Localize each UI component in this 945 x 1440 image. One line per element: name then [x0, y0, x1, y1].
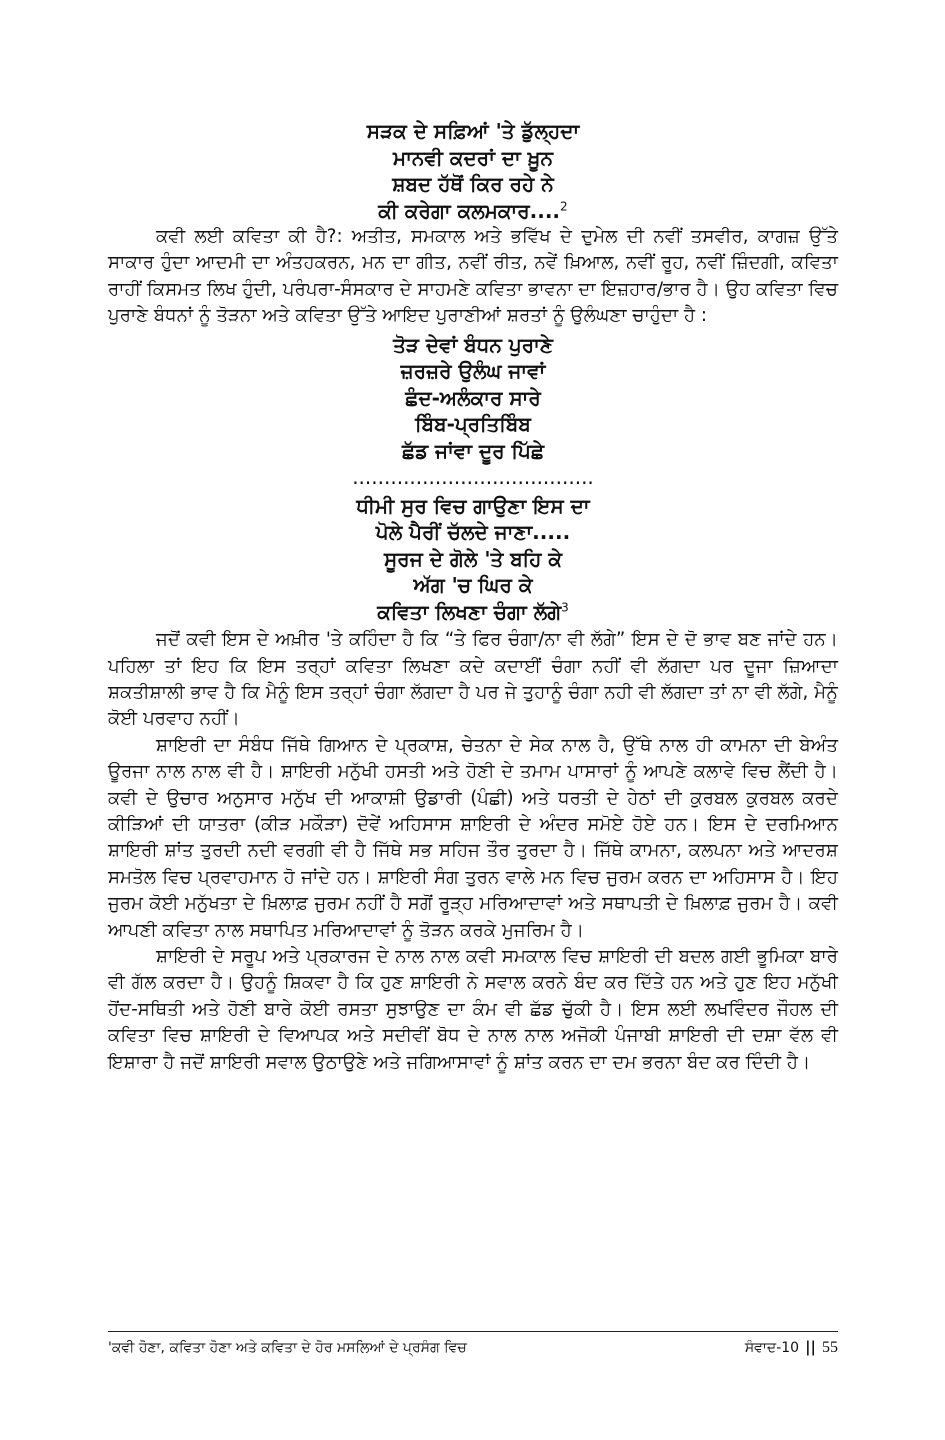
- page-body: [108, 118, 838, 1076]
- verse-line: ਛੰਦ-ਅਲੰਕਾਰ ਸਾਰੇ: [405, 385, 541, 410]
- running-title: 'ਕਵੀ ਹੋਣਾ, ਕਵਿਤਾ ਹੋਣਾ ਅਤੇ ਕਵਿਤਾ ਦੇ ਹੋਰ ਮਸਲਿਆਂ ਦੇ ਪ੍ਰਸੰਗ ਵਿਚ: [108, 1340, 467, 1356]
- journal-name: ਸੰਵਾਦ-10: [744, 1340, 800, 1356]
- paragraph-1: ਕਵੀ ਲਈ ਕਵਿਤਾ ਕੀ ਹੈ?: ਅਤੀਤ, ਸਮਕਾਲ ਅਤੇ ਭਵਿੱਖ ਦੇ ਦੁਮੇਲ ਦੀ ਨਵੀਂ ਤਸਵੀਰ, ਕਾਗਜ਼ ਉੱਤੇ ਸਾਕਾਰ ਹੁੰਦਾ ਆਦਮੀ ਦਾ ਅੰਤਹਕਰਨ, ਮਨ ਦਾ ਗੀਤ, ਨਵੀਂ ਰੀਤ, ਨਵੇਂ ਖ਼ਿਆਲ, ਨਵੀਂ ਰੂਹ, ਨਵੀਂ ਜ਼ਿੰਦਗੀ, ਕਵਿਤਾ ਰਾਹੀਂ ਕਿਸਮਤ ਲਿਖ ਹੁੰਦੀ, ਪਰੰਪਰਾ-ਸੰਸਕਾਰ ਦੇ ਸਾਹਮਣੇ ਕਵਿਤਾ ਭਾਵਨਾ ਦਾ ਇਜ਼ਹਾਰ/ਭਾਰ ਹੈ। ਉਹ ਕਵਿਤਾ ਵਿਚ ਪੁਰਾਣੇ ਬੰਧਨਾਂ ਨੂੰ ਤੋੜਨਾ ਅਤੇ ਕਵਿਤਾ ਉੱਤੇ ਆਇਦ ਪੁਰਾਣੀਆਂ ਸ਼ਰਤਾਂ ਨੂੰ ਉਲੰਘਣਾ ਚਾਹੁੰਦਾ ਹੈ :: [108, 226, 838, 327]
- verse-line-last: [108, 599, 838, 626]
- verse-line: ਸੜਕ ਦੇ ਸਫ਼ਿਆਂ 'ਤੇ ਡੁੱਲ੍ਹਦਾ: [366, 119, 580, 143]
- verse-line-text: ਕੀ ਕਰੇਗਾ ਕਲਮਕਾਰ....: [378, 198, 561, 223]
- page-footer: [108, 1331, 838, 1357]
- verse-line: ਜ਼ਰਜ਼ਰੇ ਉਲੰਘ ਜਾਵਾਂ: [400, 359, 546, 384]
- verse-line: ਸੂਰਜ ਦੇ ਗੋਲੇ 'ਤੇ ਬਹਿ ਕੇ: [383, 546, 563, 571]
- verse-line: ਸ਼ਬਦ ਹੱਥੋਂ ਕਿਰ ਰਹੇ ਨੇ: [392, 172, 554, 196]
- verse-line: ਬਿੰਬ-ਪ੍ਰਤਿਬਿੰਬ: [415, 412, 531, 437]
- verse-line: ਪੋਲੇ ਪੈਰੀਂ ਚੱਲਦੇ ਜਾਣਾ.....: [375, 520, 571, 545]
- footnote-marker: 2: [560, 198, 568, 213]
- verse-line-last: [108, 198, 838, 225]
- verse-line: ਤੋੜ ਦੇਵਾਂ ਬੰਧਨ ਪੁਰਾਣੇ: [393, 332, 553, 357]
- verse-line: ਧੀਮੀ ਸੁਰ ਵਿਚ ਗਾਉਣਾ ਇਸ ਦਾ: [356, 493, 590, 518]
- page-number: 55: [822, 1339, 838, 1356]
- verse-line: ਛੱਡ ਜਾਂਵਾ ਦੂਰ ਪਿੱਛੇ: [401, 438, 545, 463]
- footer-meta: [745, 1338, 838, 1357]
- verse-1: [108, 118, 838, 224]
- verse-2: [108, 332, 838, 491]
- verse-line: ਅੱਗ 'ਚ ਘਿਰ ਕੇ: [413, 573, 533, 598]
- ellipsis-line: ......................................: [352, 465, 594, 490]
- verse-3: [108, 493, 838, 626]
- verse-line: ਮਾਨਵੀ ਕਦਰਾਂ ਦਾ ਖ਼ੂਨ: [393, 145, 553, 170]
- verse-line-text: ਕਵਿਤਾ ਲਿਖਣਾ ਚੰਗਾ ਲੱਗੇ: [377, 599, 562, 624]
- paragraph-2: ਜਦੋਂ ਕਵੀ ਇਸ ਦੇ ਅਖ਼ੀਰ 'ਤੇ ਕਹਿੰਦਾ ਹੈ ਕਿ “ਤੇ ਫਿਰ ਚੰਗਾ/ਨਾ ਵੀ ਲੱਗੇ” ਇਸ ਦੇ ਦੋ ਭਾਵ ਬਣ ਜਾਂਦੇ ਹਨ। ਪਹਿਲਾ ਤਾਂ ਇਹ ਕਿ ਇਸ ਤਰ੍ਹਾਂ ਕਵਿਤਾ ਲਿਖਣਾ ਕਦੇ ਕਦਾਈਂ ਚੰਗਾ ਨਹੀਂ ਵੀ ਲੱਗਦਾ ਪਰ ਦੂਜਾ ਜ਼ਿਆਦਾ ਸ਼ਕਤੀਸ਼ਾਲੀ ਭਾਵ ਹੈ ਕਿ ਮੈਨੂੰ ਇਸ ਤਰ੍ਹਾਂ ਚੰਗਾ ਲੱਗਦਾ ਹੈ ਪਰ ਜੇ ਤੁਹਾਨੂੰ ਚੰਗਾ ਨਹੀ ਵੀ ਲੱਗਦਾ ਤਾਂ ਨਾ ਵੀ ਲੱਗੇ, ਮੈਨੂੰ ਕੋਈ ਪਰਵਾਹ ਨਹੀਂ।: [108, 629, 838, 730]
- footnote-marker: 3: [561, 599, 569, 614]
- footer-separator: ||: [805, 1338, 816, 1356]
- paragraph-3: ਸ਼ਾਇਰੀ ਦਾ ਸੰਬੰਧ ਜਿੱਥੇ ਗਿਆਨ ਦੇ ਪ੍ਰਕਾਸ਼, ਚੇਤਨਾ ਦੇ ਸੇਕ ਨਾਲ ਹੈ, ਉੱਥੇ ਨਾਲ ਹੀ ਕਾਮਨਾ ਦੀ ਬੇਅੰਤ ਊਰਜਾ ਨਾਲ ਨਾਲ ਵੀ ਹੈ। ਸ਼ਾਇਰੀ ਮਨੁੱਖੀ ਹਸਤੀ ਅਤੇ ਹੋਣੀ ਦੇ ਤਮਾਮ ਪਾਸਾਰਾਂ ਨੂੰ ਆਪਣੇ ਕਲਾਵੇ ਵਿਚ ਲੈਂਦੀ ਹੈ। ਕਵੀ ਦੇ ਉਚਾਰ ਅਨੁਸਾਰ ਮਨੁੱਖ ਦੀ ਆਕਾਸ਼ੀ ਉਡਾਰੀ (ਪੰਛੀ) ਅਤੇ ਧਰਤੀ ਦੇ ਹੇਠਾਂ ਦੀ ਕੁਰਬਲ ਕੁਰਬਲ ਕਰਦੇ ਕੀੜਿਆਂ ਦੀ ਯਾਤਰਾ (ਕੀੜ ਮਕੌੜਾ) ਦੋਵੇਂ ਅਹਿਸਾਸ ਸ਼ਾਇਰੀ ਦੇ ਅੰਦਰ ਸਮੋਏ ਹੋਏ ਹਨ। ਇਸ ਦੇ ਦਰਮਿਆਨ ਸ਼ਾਇਰੀ ਸ਼ਾਂਤ ਤੁਰਦੀ ਨਦੀ ਵਰਗੀ ਵੀ ਹੈ ਜਿੱਥੇ ਸਭ ਸਹਿਜ ਤੌਰ ਤੁਰਦਾ ਹੈ। ਜਿੱਥੇ ਕਾਮਨਾ, ਕਲਪਨਾ ਅਤੇ ਆਦਰਸ਼ ਸਮਤੋਲ ਵਿਚ ਪ੍ਰਵਾਹਮਾਨ ਹੋ ਜਾਂਦੇ ਹਨ। ਸ਼ਾਇਰੀ ਸੰਗ ਤੁਰਨ ਵਾਲੇ ਮਨ ਵਿਚ ਜੁਰਮ ਕਰਨ ਦਾ ਅਹਿਸਾਸ ਹੈ। ਇਹ ਜੁਰਮ ਕੋਈ ਮਨੁੱਖਤਾ ਦੇ ਖ਼ਿਲਾਫ਼ ਜੁਰਮ ਨਹੀਂ ਹੈ ਸਗੋਂ ਰੂੜ੍ਹ ਮਰਿਆਦਾਵਾਂ ਅਤੇ ਸਥਾਪਤੀ ਦੇ ਖ਼ਿਲਾਫ਼ ਜੁਰਮ ਹੈ। ਕਵੀ ਆਪਣੀ ਕਵਿਤਾ ਨਾਲ ਸਥਾਪਿਤ ਮਰਿਆਦਾਵਾਂ ਨੂੰ ਤੋੜਨ ਕਰਕੇ ਮੁਜਰਿਮ ਹੈ।: [108, 734, 838, 941]
- paragraph-4: ਸ਼ਾਇਰੀ ਦੇ ਸਰੂਪ ਅਤੇ ਪ੍ਰਕਾਰਜ ਦੇ ਨਾਲ ਨਾਲ ਕਵੀ ਸਮਕਾਲ ਵਿਚ ਸ਼ਾਇਰੀ ਦੀ ਬਦਲ ਗਈ ਭੂਮਿਕਾ ਬਾਰੇ ਵੀ ਗੱਲ ਕਰਦਾ ਹੈ। ਉਹਨੂੰ ਸ਼ਿਕਵਾ ਹੈ ਕਿ ਹੁਣ ਸ਼ਾਇਰੀ ਨੇ ਸਵਾਲ ਕਰਨੇ ਬੰਦ ਕਰ ਦਿੱਤੇ ਹਨ ਅਤੇ ਹੁਣ ਇਹ ਮਨੁੱਖੀ ਹੋਂਦ-ਸਥਿਤੀ ਅਤੇ ਹੋਣੀ ਬਾਰੇ ਕੋਈ ਰਸਤਾ ਸੁਝਾਉਣ ਦਾ ਕੰਮ ਵੀ ਛੱਡ ਚੁੱਕੀ ਹੈ। ਇਸ ਲਈ ਲਖਵਿੰਦਰ ਜੌਹਲ ਦੀ ਕਵਿਤਾ ਵਿਚ ਸ਼ਾਇਰੀ ਦੇ ਵਿਆਪਕ ਅਤੇ ਸਦੀਵੀਂ ਬੋਧ ਦੇ ਨਾਲ ਨਾਲ ਅਜੋਕੀ ਪੰਜਾਬੀ ਸ਼ਾਇਰੀ ਦੀ ਦਸ਼ਾ ਵੱਲ ਵੀ ਇਸ਼ਾਰਾ ਹੈ ਜਦੋਂ ਸ਼ਾਇਰੀ ਸਵਾਲ ਉਠਾਉਣੇ ਅਤੇ ਜਗਿਆਸਾਵਾਂ ਨੂੰ ਸ਼ਾਂਤ ਕਰਨ ਦਾ ਦਮ ਭਰਨਾ ਬੰਦ ਕਰ ਦਿੰਦੀ ਹੈ।: [108, 946, 838, 1073]
